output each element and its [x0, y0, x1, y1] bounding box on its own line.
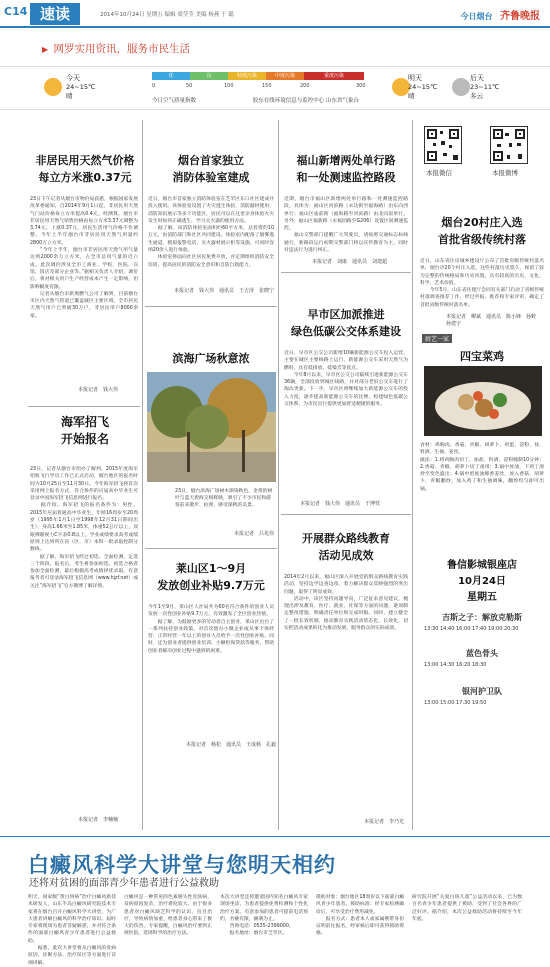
article-oneway-title — [282, 152, 410, 186]
photo-square-author: 本报记者 吕兆伟 — [234, 531, 275, 537]
row-rule — [145, 548, 277, 549]
qr-pattern — [425, 127, 461, 163]
banner-subtitle: 还将对贫困的面部青少年患者进行公益救助 — [29, 878, 219, 889]
row-rule — [28, 406, 140, 407]
article-bus-title-b: 绿色低碳公交体系建设 — [291, 325, 401, 338]
article-fire-title-b: 消防体验室建成 — [172, 171, 250, 184]
aq-level-3: 中度污染 — [266, 72, 304, 80]
aq-tick-150: 150 — [262, 83, 272, 89]
page-number: C14 — [4, 5, 28, 18]
sun-icon — [44, 78, 62, 96]
recipe-body: 食材：鸡胸肉、香菇、青椒、胡萝卜、鸡蛋、淀粉、盐、料酒、生抽、姜丝。 做法：1.将鸡胸肉切丁，加盐、料酒、淀粉腌制10分钟；2.香菇、青椒、胡萝卜切丁备用；3.锅中放油，下鸡丁滑炒至变色盛出；4.锅中留底油爆香姜丝，放入香菇、胡萝卜、青椒翻炒，加入鸡丁和生抽调味，翻炒均匀即可出锅。 — [420, 443, 544, 492]
weather-today-label: 今天 — [66, 74, 80, 82]
qr-pattern — [491, 127, 527, 163]
weather-after-label: 后天 — [470, 74, 484, 82]
article-subsidy-title-b: 发放创业补贴9.7万元 — [157, 579, 265, 592]
wechat-qr-label: 本报微信 — [426, 169, 452, 177]
article-subsidy-body: 今年1至9月，莱山区人社局共为60名符合条件的创业人员发放一次性创业补贴9.7万元，有效激发了全区创业热情。 据了解，为鼓励更多的劳动者自主创业，莱山区出台了一系列扶持创业政策，对首次创办小微企业或从事个体经营、正常经营一年以上的创业人员给予一次性创业补贴。同时，还为创业者提供创业培训、小额担保贷款等服务，帮助创业者解决创业过程中遇到的困难。 — [148, 605, 274, 654]
column-rule — [142, 120, 143, 830]
article-subsidy-title-a: 莱山区1～9月 — [175, 562, 247, 575]
weather-tomorrow-label: 明天 — [408, 74, 422, 82]
weather-after-cond: 多云 — [470, 92, 483, 100]
article-oneway-title-a: 福山新增两处单行路 — [296, 154, 396, 167]
article-village-title-a: 烟台20村庄入选 — [441, 216, 523, 229]
weather-tomorrow — [408, 74, 437, 101]
aq-label: 今日空气质量指数 — [152, 98, 197, 104]
bottom-col-5: 研究院开展“关爱白斑儿童”公益活动以来，已为数百名青少年患者提供了援助，受到了社会各界的广泛好评。据介绍，本次公益救助活动将持续至今年年底。 — [412, 895, 522, 922]
row-rule — [281, 514, 411, 515]
weather-after-temp: 23~11℃ — [470, 83, 500, 91]
aq-caption — [152, 96, 359, 104]
cinema-weekday: 星期五 — [467, 592, 497, 603]
movie-times: 13:00 15:00 17:30 19:50 — [424, 700, 487, 706]
article-gas-title-b: 每立方米涨0.37元 — [38, 171, 132, 184]
article-masses-title-a: 开展群众路线教育 — [302, 532, 390, 545]
recipe-image — [424, 366, 542, 436]
article-gas-title-a: 非居民用天然气价格 — [35, 154, 135, 167]
aq-level-1: 良 — [190, 72, 228, 80]
recipe-title: 四宝菜鸡 — [460, 350, 504, 363]
header-info: 2014年10月24日 星期五 编辑 梁莹莹 美编 杨燕 于 聪 — [100, 12, 234, 18]
article-subsidy-author: 本报记者 杨松 通讯员 王成杨 孔毅 — [186, 742, 277, 748]
article-village-author: 本报记者 柳斌 通讯员 陈小锋 孙蛟 孙建宇 — [446, 314, 542, 327]
article-village-title-b: 首批省级传统村落 — [438, 233, 526, 246]
column-rule — [412, 120, 413, 830]
aq-source: 胶东在线环境信息与监控中心 山东省气象台 — [252, 98, 360, 104]
article-village-body: 近日，山东省住房城乡建设厅公布了首批省级传统村落名单，烟台市20个村庄入选。这些村落历史悠久，保留了较为完整的传统格局和历史风貌，具有较高的历史、文化、科学、艺术价值。 今年5月，山东省住建厅会同有关部门启动了省级传统村落调查推荐工作，经过申报、推荐和专家评审，确定了首批省级传统村落名单。 — [420, 259, 544, 308]
section-subtitle — [42, 41, 190, 56]
bottom-rule — [0, 836, 550, 837]
weather-today — [66, 74, 95, 101]
row-rule — [281, 272, 411, 273]
aq-tick-300: 300 — [356, 83, 366, 89]
article-subsidy-title — [146, 560, 276, 594]
aq-level-2: 轻度污染 — [228, 72, 266, 80]
bottom-col-2: 白癜风是一种常见的色素脱失性皮肤病，发病原因复杂，治疗难度较大。由于很多患者对白癜风缺乏科学的认识，盲目治疗，导致病情加重，给患者身心带来了极大的伤害。专家提醒，白癜风治疗要到正规医院，选择科学的治疗方法。 — [124, 895, 212, 937]
air-quality-bar — [152, 72, 382, 80]
article-navy-body: 23日，记者从烟台市招办了解到，2015年度海军招收飞行学员工作已正式启动，烟台地区的报名时间为10月25日至11月30日。今年海军招飞将首次采用网上报名方式，符合条件的应届高中毕业生可登录中国海军招飞信息网进行报名。 据介绍，海军招飞的报名条件为：男性，2015年应届普通高中毕业生，年龄16周岁至20周岁（1995年1月1日至1998年12月31日期间出生），身高1.66米至1.85米，体重52公斤以上，双眼裸眼视力C字表0.8以上。学业成绩要求高考成绩原则上达到所在省（区、市）本科一批录取控制分数线。 据了解，海军招飞经过初选、全面检测、定选三个阶段。报名后，考生将参加初选，初选合格者参加全面检测，最后根据高考成绩择优录取。有意报考者可登录海军招飞信息网（www.hjzf.net）或关注“海军招飞”官方微博了解详情。 — [30, 467, 138, 589]
article-bus-body: 近日，早市区公交公司新增10辆新能源公交车投入运营，主要在城区主要线路上运行。新能源公交车采用天然气为燃料，具有低排放、低噪音等优点。 今年8月以来，早市区公交公司陆续引进新能源公交车36辆，全部投放到城区线路，并对部分老旧公交车进行了淘汰更新。下一步，早市区将继续加大新能源公交车的投入力度，逐步提高新能源公交车的比例，构建绿色低碳公交体系，为市民出行提供更加舒适便捷的服务。 — [284, 351, 408, 408]
weather-tomorrow-temp: 24~15℃ — [408, 83, 438, 91]
article-masses-title-b: 活动见成效 — [318, 549, 374, 562]
movie-title: 吉斯之子：解放克勒斯 — [442, 613, 522, 622]
article-village-title — [418, 214, 546, 248]
newspaper-brand — [461, 7, 540, 22]
weather-tomorrow-cond: 晴 — [408, 92, 415, 100]
article-navy-title-b: 开始报名 — [60, 432, 109, 446]
article-navy-title — [30, 414, 140, 448]
movie-times: 13:30 14:40 16:00 17:40 19:00 20:30 — [424, 626, 519, 632]
bottom-col-1: 明天，国家级“黄白斑病”治疗白癜风新技术研发人，山东半岛白癜风研究院技术专家将在烟台召开白癜风科学大讲堂，为广大患者讲解白癜风的科学治疗知识。届时专家将现场为患者答疑解惑，并对符合条件的面部白癜风青少年患者进行公益救助。 据悉，此次大讲堂将从白癜风的发病原因、诊断方法、治疗误区等方面进行详细讲解。 — [28, 895, 116, 966]
aq-level-0: 优 — [152, 72, 190, 80]
article-oneway-body: 近期，烟台市福山区新增两处单行路和一处测速监控路段。具体为：福山区河滨路（永达街至福海路）由东向西单行；福山区庙前街（福海路至河滨路）由北向南单行。另外，福山区福新路（永福园路至G206）设置区间测速监控。 福山交警部门提醒广大驾驶员，请按照交通标志标线通行，新路段运行初期交警部门将以宣传教育为主，同时对违法行为进行纠正。 — [284, 197, 408, 254]
article-gas-body: 23日下午记者从烟台市物价局获悉，根据国家发展改革委通知，自2014年9月1日起，非居民用天然气门站价格每立方米提高0.4元。经测算，烟台市非居民用天然气销售价格由每立方米3.37元调整为3.74元，上涨0.37元，居民生活用气价格不作调整。今年上半年烟台市非居民用天然气用量约2800万立方米。 “今年上半年，烟台市非居民用天然气用气量达到2000余万立方米，占全市总用气量的近六成。此次调价涉及全市工商业、学校、医院、宾馆、饭店及部分企业等。”据相关负责人介绍，调价后，将对相关用户生产经营成本产生一定影响，但影响幅度有限。 记者从烟台市新奥燃气公司了解到，目前烟台市区内天然气管道已覆盖城区主要区域，全市居民天然气用户已突破30万户，非居民用户8000余家。 — [30, 197, 138, 319]
article-navy-author: 本报记者 李楠楠 — [78, 817, 119, 823]
movie-title: 蓝色骨头 — [466, 649, 498, 658]
article-navy-title-a: 海军招飞 — [60, 415, 109, 429]
subtitle-text: 网罗实用资讯，服务市民生活 — [53, 43, 190, 55]
row-rule — [145, 306, 277, 307]
photo-square-caption: 23日，烟台滨海广场树木渐染秋色，金黄的树叶与蓝天碧海交相辉映，吸引了不少市民和游客前来散步、拍照，感受深秋的美景。 — [175, 489, 273, 509]
page-header — [0, 0, 550, 28]
aq-level-4: 重度污染 — [304, 72, 364, 80]
wechat-qr-code — [424, 126, 462, 164]
movie-times: 13:00 14:30 16:20 18:30 — [424, 662, 487, 668]
article-bus-title-a: 早市区加派推进 — [307, 308, 385, 321]
article-bus-author: 本报记者 钱大伟 通讯员 于博忱 — [300, 501, 381, 507]
brand-name: 齐鲁晚报 — [500, 11, 540, 22]
section-label: 速读 — [30, 3, 80, 25]
cinema-date: 10月24日 — [458, 576, 506, 587]
article-fire-author: 本报记者 钱大伟 通讯员 王吉泽 张晓宁 — [174, 288, 275, 294]
article-bus-title — [282, 306, 410, 340]
weibo-qr-label: 本报微博 — [492, 169, 518, 177]
recipe-section-label: 厨艺一家 — [422, 334, 452, 343]
movie-title: 银河护卫队 — [462, 687, 502, 696]
article-masses-title — [282, 530, 410, 564]
column-rule — [278, 120, 279, 830]
article-gas-author: 本报记者 钱大伟 — [78, 387, 119, 393]
aq-tick-0: 0 — [152, 83, 156, 89]
weather-today-cond: 晴 — [66, 92, 73, 100]
article-oneway-author: 本报记者 刘康 通讯员 刘建超 — [312, 259, 388, 265]
article-fire-title-a: 烟台首家独立 — [178, 154, 244, 167]
photo-square — [147, 372, 276, 482]
bottom-col-4: 援助对象：烟台地区18周岁以下面部白癜风青少年患者。援助标准：经专家检测确诊后，可享受治疗费用减免。 报名方式：患者本人或家属携带身份证明前往报名，经审核后即可获得援助资格。 — [316, 895, 404, 937]
bottom-col-3: 本次大讲堂还将邀请国内知名白癜风专家现场坐诊，为患者提供免费检测和个性化治疗方案。有意参加的患者可提前电话预约，名额有限，额满为止。 咨询电话：0535-2399000。 报名地址：烟台市芝罘区。 — [220, 895, 308, 937]
weather-after — [470, 74, 499, 101]
banner-title: 白癜风科学大讲堂与您明天相约 — [28, 853, 336, 877]
article-fire-body: 近日，烟台市首家独立消防体验室在芝罘区东口社区建成并投入使用。该体验室设置了火灾逃生体验、消防器材使用、消防知识展示等多个功能区，居民可以在这里亲身体验火灾发生时如何正确逃生，学习灭火器的使用方法。 据了解，该消防体验室面积约60平方米，总投资约10万元，由消防部门和社区共同建设。体验室内配备了烟雾逃生通道、模拟报警电话、灭火器材展示柜等设施，可同时容纳20余人进行体验。 体验室将面向社区居民免费开放，并定期组织消防安全培训，提高居民的消防安全意识和自防自救能力。 — [148, 197, 274, 268]
recipe-photo — [424, 366, 542, 436]
photo-square-image — [147, 372, 276, 482]
weibo-qr-code — [490, 126, 528, 164]
triangle-icon: ▶ — [42, 45, 49, 54]
aq-tick-200: 200 — [300, 83, 310, 89]
article-masses-body: 2014年2月以来，福山区深入开展党的群众路线教育实践活动，坚持边学边查边改，着力解决群众反映强烈的突出问题，取得了明显成效。 活动中，该区坚持问题导向，广泛征求意见建议，梳理出涉及教育、医疗、就业、社保等方面的问题，逐项制定整改措施，明确责任单位和完成时限。同时，建立健全了一批长效机制，推动教育实践活动常态化、长效化，切实把活动成果转化为推动发展、服务群众的实际成效。 — [284, 575, 408, 632]
cinema-name: 鲁信影城银座店 — [447, 560, 517, 571]
article-masses-author: 本报记者 李乃光 — [364, 819, 405, 825]
photo-square-title: 滨海广场秋意浓 — [172, 352, 250, 365]
article-fire-title — [146, 152, 276, 186]
aq-tick-100: 100 — [224, 83, 234, 89]
weather-today-temp: 24~15℃ — [66, 83, 96, 91]
article-gas-title — [30, 152, 140, 186]
brand-sub: 今日烟台 — [460, 12, 493, 21]
article-oneway-title-b: 和一处测速监控路段 — [296, 171, 396, 184]
cloud-icon — [452, 78, 470, 96]
aq-tick-50: 50 — [186, 83, 193, 89]
